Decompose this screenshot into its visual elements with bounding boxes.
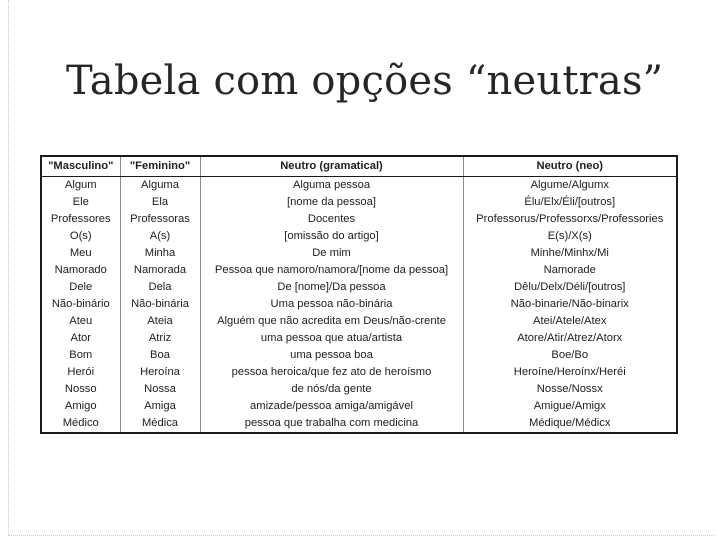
cell-neutro-gramatical: pessoa heroica/que fez ato de heroísmo <box>200 364 463 381</box>
cell-neutro-gramatical: amizade/pessoa amiga/amigável <box>200 398 463 415</box>
table-row <box>41 279 677 296</box>
cell-neutro-gramatical: Uma pessoa não-binária <box>200 296 463 313</box>
cell-feminino: Ateia <box>120 313 200 330</box>
cell-masculino: Ele <box>41 194 120 211</box>
cell-neutro-gramatical: Alguém que não acredita em Deus/não-crente <box>200 313 463 330</box>
cell-feminino: Boa <box>120 347 200 364</box>
cell-feminino: Atriz <box>120 330 200 347</box>
cell-neutro-gramatical: uma pessoa que atua/artista <box>200 330 463 347</box>
table-header-row <box>41 156 677 177</box>
cell-feminino: Alguma <box>120 177 200 195</box>
cell-feminino: Médica <box>120 415 200 433</box>
table-row <box>41 296 677 313</box>
cell-neutro-gramatical: De mim <box>200 245 463 262</box>
table-row <box>41 262 677 279</box>
cell-masculino: Professores <box>41 211 120 228</box>
table-row <box>41 194 677 211</box>
cell-masculino: Médico <box>41 415 120 433</box>
header-neutro-neo: Neutro (neo) <box>463 156 677 177</box>
cell-feminino: Heroína <box>120 364 200 381</box>
neutral-options-table <box>40 155 678 434</box>
cell-neutro-gramatical: Docentes <box>200 211 463 228</box>
header-masculino: "Masculino" <box>41 156 120 177</box>
cell-neutro-gramatical: pessoa que trabalha com medicina <box>200 415 463 433</box>
cell-neutro-neo: Élu/Elx/Éli/[outros] <box>524 196 616 208</box>
cell-feminino: Dela <box>120 279 200 296</box>
table-row <box>41 313 677 330</box>
cell-masculino: Namorado <box>41 262 120 279</box>
cell-feminino: Professoras <box>120 211 200 228</box>
cell-neutro-neo: Minhe/Minhx/Mi <box>530 247 609 259</box>
cell-masculino: Dele <box>41 279 120 296</box>
cell-neutro-neo: Médique/Médicx <box>529 417 611 429</box>
table-row <box>41 364 677 381</box>
cell-neutro-gramatical: Alguma pessoa <box>200 177 463 195</box>
table-row <box>41 228 677 245</box>
table-row <box>41 347 677 364</box>
cell-neutro-neo: Dêlu/Delx/Déli/[outros] <box>514 281 626 293</box>
table-row <box>41 177 677 195</box>
cell-neutro-neo: Heroíne/Heroínx/Heréi <box>513 366 626 378</box>
cell-masculino: Não-binário <box>41 296 120 313</box>
table-row <box>41 415 677 433</box>
cell-neutro-neo: Atei/Atele/Atex <box>533 315 607 327</box>
cell-neutro-gramatical: De [nome]/Da pessoa <box>200 279 463 296</box>
cell-neutro-gramatical: [omissão do artigo] <box>200 228 463 245</box>
cell-neutro-neo: Atore/Atir/Atrez/Atorx <box>517 332 623 344</box>
table-row <box>41 211 677 228</box>
cell-neutro-neo: Não-binarie/Não-binarix <box>510 298 629 310</box>
header-neutro-gramatical: Neutro (gramatical) <box>200 156 463 177</box>
cell-masculino: Meu <box>41 245 120 262</box>
cell-neutro-gramatical: Pessoa que namoro/namora/[nome da pessoa] <box>200 262 463 279</box>
cell-masculino: Nosso <box>41 381 120 398</box>
header-feminino: "Feminino" <box>120 156 200 177</box>
cell-masculino: Algum <box>41 177 120 195</box>
cell-feminino: Namorada <box>120 262 200 279</box>
cell-neutro-neo: Algume/Algumx <box>530 179 609 191</box>
cell-neutro-neo: Nosse/Nossx <box>536 383 603 395</box>
cell-masculino: Bom <box>41 347 120 364</box>
cell-neutro-neo: Professorus/Professorxs/Professories <box>476 213 664 225</box>
table-row <box>41 245 677 262</box>
cell-feminino: Ela <box>120 194 200 211</box>
cell-masculino: Ator <box>41 330 120 347</box>
cell-neutro-neo: E(s)/X(s) <box>547 230 592 242</box>
cell-feminino: Não-binária <box>120 296 200 313</box>
cell-masculino: Herói <box>41 364 120 381</box>
cell-neutro-gramatical: de nós/da gente <box>200 381 463 398</box>
cell-feminino: Minha <box>120 245 200 262</box>
cell-neutro-neo: Namorade <box>543 264 596 276</box>
cell-neutro-neo: Amigue/Amigx <box>533 400 606 412</box>
cell-feminino: A(s) <box>120 228 200 245</box>
cell-neutro-gramatical: uma pessoa boa <box>200 347 463 364</box>
table-row <box>41 330 677 347</box>
slide-title: Tabela com opções “neutras” <box>66 58 664 104</box>
cell-masculino: O(s) <box>41 228 120 245</box>
cell-masculino: Amigo <box>41 398 120 415</box>
cell-feminino: Amiga <box>120 398 200 415</box>
cell-neutro-neo: Boe/Bo <box>551 349 589 361</box>
table-row <box>41 398 677 415</box>
table-row <box>41 381 677 398</box>
cell-feminino: Nossa <box>120 381 200 398</box>
cell-neutro-gramatical: [nome da pessoa] <box>200 194 463 211</box>
cell-masculino: Ateu <box>41 313 120 330</box>
